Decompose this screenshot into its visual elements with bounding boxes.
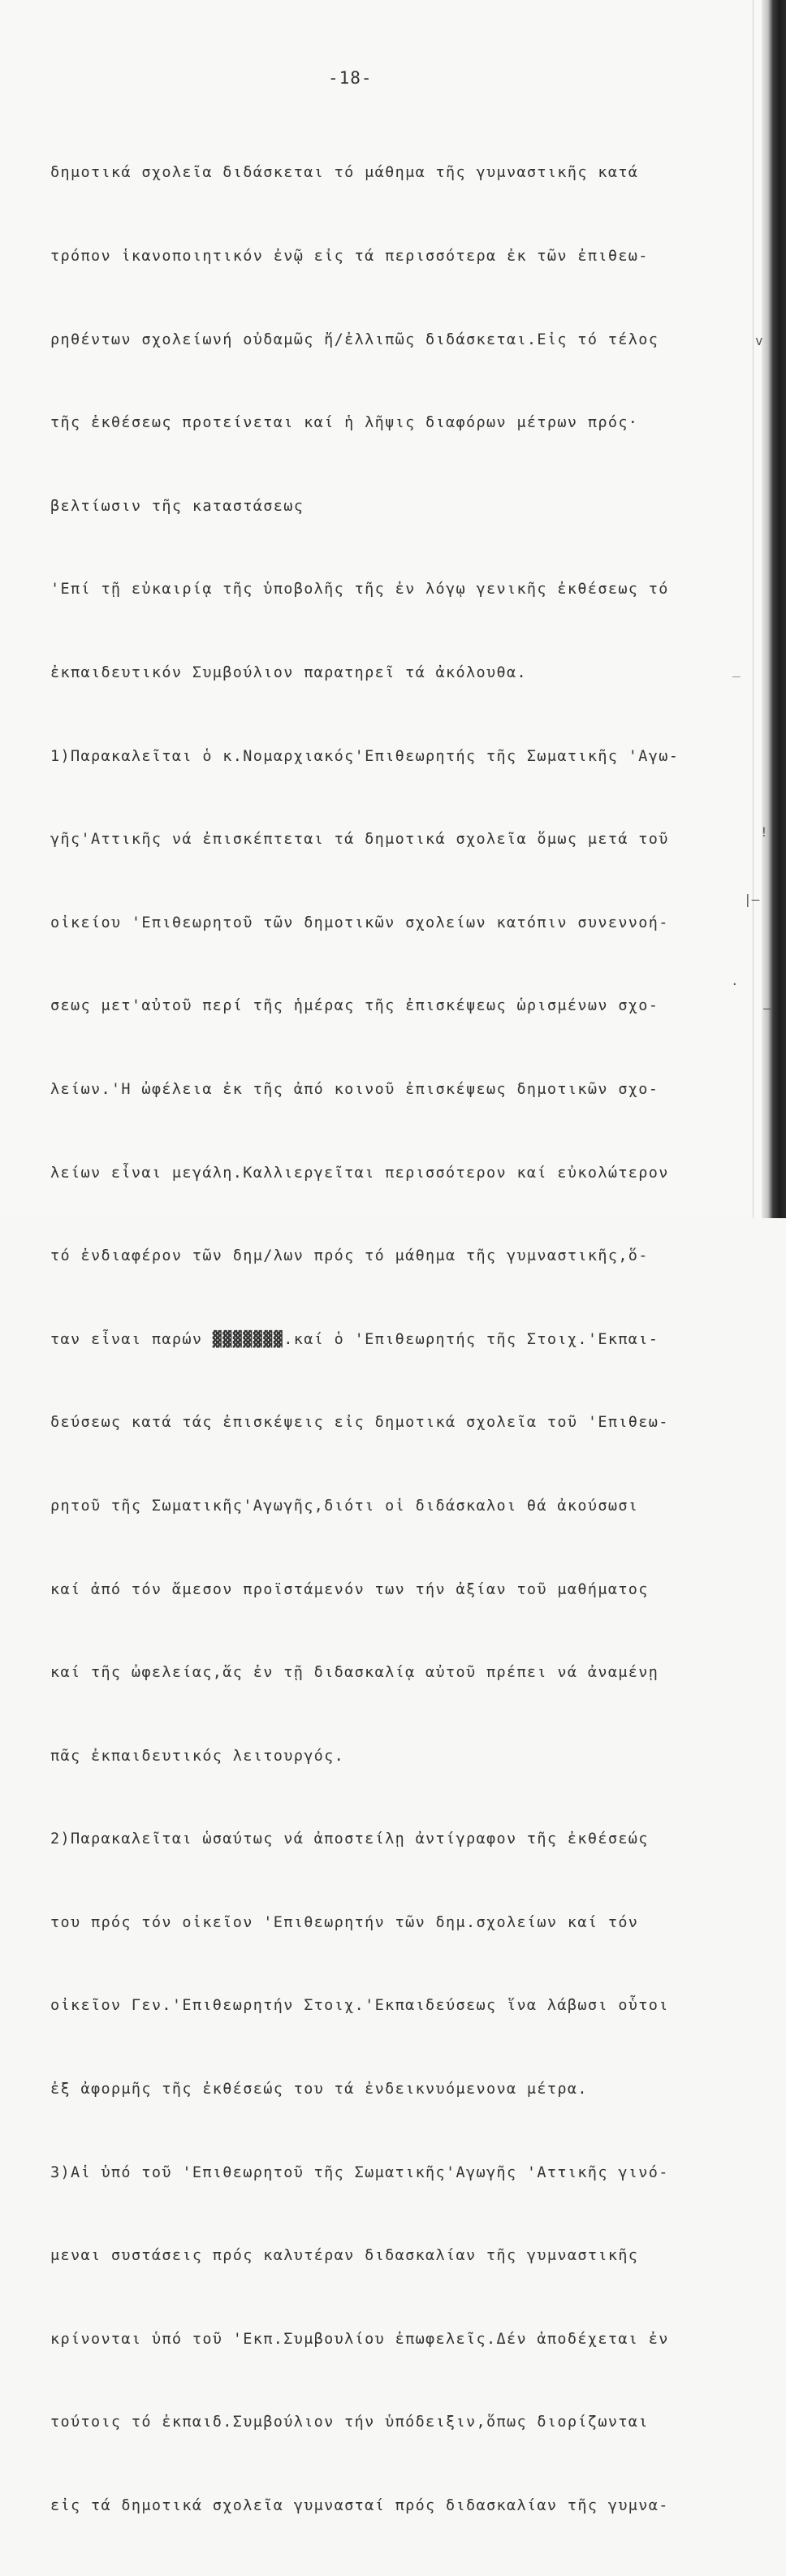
text-line: δεύσεως κατά τάς ἐπισκέψεις εἰς δημοτικά σχολεῖα τοῦ 'Επιθεω- xyxy=(50,1414,669,1432)
text-line: 2)Παρακαλεῖται ὡσαύτως νά ἀποστείλῃ ἀντίγραφον τῆς ἐκθέσεώς xyxy=(50,1830,649,1848)
text-line: 3)Αἱ ὑπό τοῦ 'Επιθεωρητοῦ τῆς Σωματικῆς'Αγωγῆς 'Αττικῆς γινό- xyxy=(50,2163,669,2181)
text-line: ρηθέντων σχολείωνή οὐδαμῶς ἤ/ἐλλιπῶς διδάσκεται.Εἰς τό τέλος xyxy=(50,331,659,348)
text-line: σεως μετ'αὐτοῦ περί τῆς ἡμέρας τῆς ἐπισκέψεως ὡρισμένων σχο- xyxy=(50,997,659,1015)
page-number: -18- xyxy=(328,68,373,88)
text-line: τῆς ἐκθέσεως προτείνεται καί ἡ λῆψις διαφόρων μέτρων πρός· xyxy=(50,414,639,432)
text-line: ἐξ ἀφορμῆς τῆς ἐκθέσεώς του τά ἐνδεικνυόμενονα μέτρα. xyxy=(50,2081,588,2098)
text-line: λείων εἶναι μεγάλη.Καλλιεργεῖται περισσότερον καί εὐκολώτερον xyxy=(50,1164,669,1182)
margin-mark: ! xyxy=(760,824,768,840)
body-text xyxy=(50,104,724,2576)
text-line: μεναι συστάσεις πρός καλυτέραν διδασκαλίαν τῆς γυμναστικῆς xyxy=(50,2247,639,2265)
text-line: ρητοῦ τῆς Σωματικῆς'Αγωγῆς,διότι οἱ διδάσκαλοι θά ἀκούσωσι xyxy=(50,1497,639,1515)
text-line: εἰς τά δημοτικά σχολεῖα γυμνασταί πρός διδασκαλίαν τῆς γυμνα- xyxy=(50,2497,669,2515)
text-line: κρίνονται ὑπό τοῦ 'Εκπ.Συμβουλίου ἐπωφελεῖς.Δέν ἀποδέχεται ἐν xyxy=(50,2330,669,2348)
text-line: τούτοις τό ἐκπαιδ.Συμβούλιον τήν ὑπόδειξιν,ὅπως διορίζωνται xyxy=(50,2414,649,2431)
text-line: οἰκείου 'Επιθεωρητοῦ τῶν δημοτικῶν σχολείων κατόπιν συνεννοή- xyxy=(50,914,669,931)
text-line: βελτίωσιν τῆς κaταστάσεως xyxy=(50,497,304,515)
margin-mark: |— xyxy=(744,892,760,907)
text-line: λείων.'Η ὠφέλεια ἐκ τῆς ἀπό κοινοῦ ἐπισκέψεως δημοτικῶν σχο- xyxy=(50,1080,659,1098)
margin-mark: — xyxy=(763,1001,771,1016)
text-line: του πρός τόν οἰκεῖον 'Επιθεωρητήν τῶν δημ.σχολείων καί τόν xyxy=(50,1913,639,1931)
text-line: τό ἐνδιαφέρον τῶν δημ/λων πρός τό μάθημα τῆς γυμναστικῆς,ὅ- xyxy=(50,1247,649,1265)
text-line: δημοτικά σχολεῖα διδάσκεται τό μάθημα τῆς γυμναστικῆς κατά xyxy=(50,164,639,182)
text-line: 'Επί τῇ εὐκαιρίᾳ τῆς ὑποβολῆς τῆς ἐν λόγῳ γενικῆς ἐκθέσεως τό xyxy=(50,581,669,599)
text-line: οἰκεῖον Γεν.'Επιθεωρητήν Στοιχ.'Εκπαιδεύσεως ἵνα λάβωσι οὗτοι xyxy=(50,1997,669,2015)
text-line: γῆς'Αττικῆς νά ἐπισκέπτεται τά δημοτικά σχολεῖα ὅμως μετά τοῦ xyxy=(50,831,669,849)
text-line: τρόπον ἱκανοποιητικόν ἐνῷ εἰς τά περισσότερα ἐκ τῶν ἐπιθεω- xyxy=(50,248,649,265)
text-line: καί τῆς ὠφελείας,ἅς ἐν τῇ διδασκαλίᾳ αὐτοῦ πρέπει νά ἀναμένῃ xyxy=(50,1664,659,1682)
margin-mark: . xyxy=(731,973,739,988)
text-line: καί ἀπό τόν ἄμεσον προϊστάμενόν των τήν ἀξίαν τοῦ μαθήματος xyxy=(50,1580,649,1598)
text-line: 1)Παρακαλεῖται ὁ κ.Νομαρχιακός'Επιθεωρητής τῆς Σωματικῆς 'Αγω- xyxy=(50,747,680,765)
margin-mark: _ xyxy=(732,662,741,677)
text-line: ταν εἶναι παρών ▓▓▓▓▓▓▓.καί ὁ 'Επιθεωρητής τῆς Στοιχ.'Εκπαι- xyxy=(50,1330,659,1348)
margin-mark: v xyxy=(755,333,763,348)
text-line: ἐκπαιδευτικόν Συμβούλιον παρατηρεῖ τά ἀκόλουθα. xyxy=(50,663,527,681)
binding-shadow xyxy=(762,0,786,1218)
page-edge-line xyxy=(753,0,754,1218)
text-line: πᾶς ἐκπαιδευτικός λειτουργός. xyxy=(50,1747,345,1765)
